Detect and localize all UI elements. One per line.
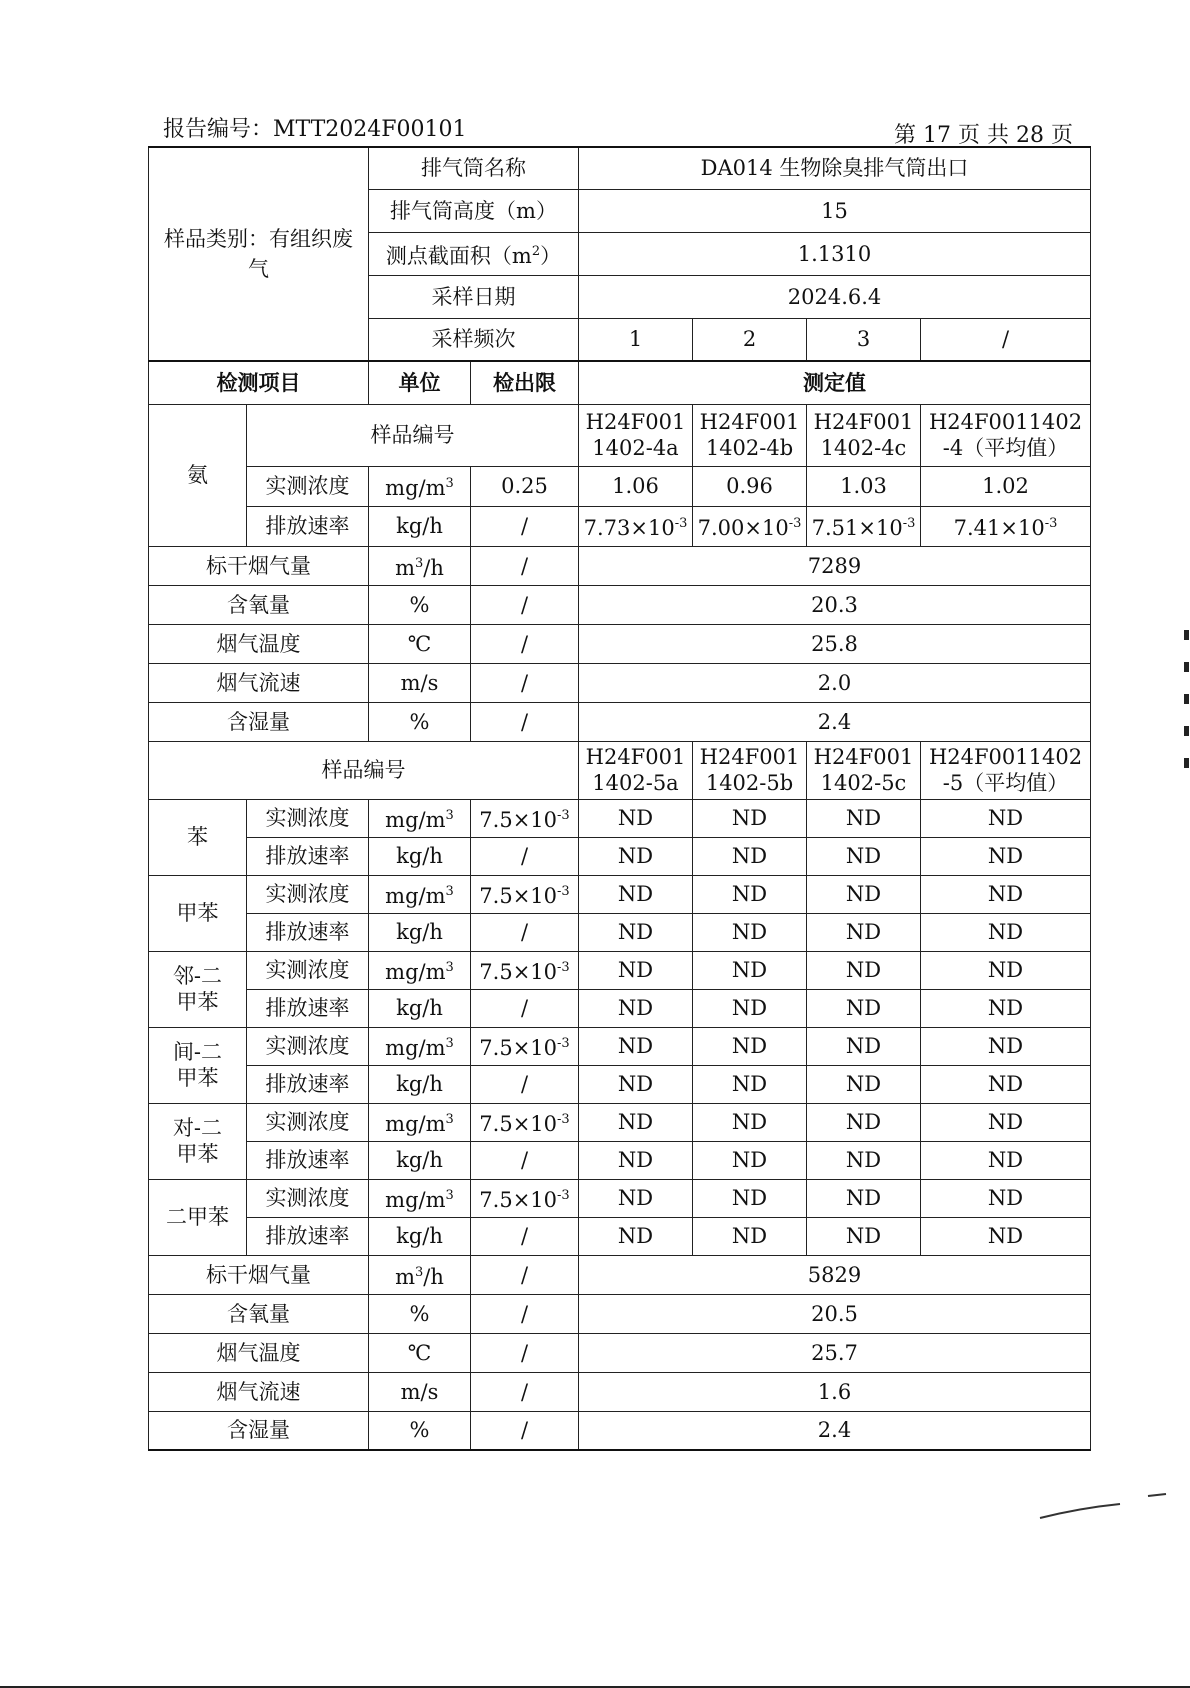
sci-exp: -3: [674, 516, 688, 531]
flue-param-value: 5829: [579, 1255, 1091, 1294]
sample-no-line1: H24F001: [585, 745, 686, 769]
sample-type-text: 样品类别：有组织废气: [164, 227, 353, 281]
ammonia-sample-no-2: [693, 404, 807, 466]
conc-limit: [471, 875, 579, 913]
conc-value: ND: [693, 799, 807, 837]
flue-param-name: 烟气温度: [149, 624, 369, 663]
unit-sup: 3: [445, 884, 454, 899]
flue-param-name: 烟气流速: [149, 1372, 369, 1411]
rate-unit: kg/h: [369, 837, 471, 875]
col-unit-header: 单位: [369, 361, 471, 404]
flue-param-value: 20.5: [579, 1294, 1091, 1333]
sci-base: 7.5×10: [479, 1036, 558, 1060]
unit-cell: [369, 1411, 471, 1450]
compound-name-line2: 甲苯: [176, 1142, 219, 1166]
voc-sample-no: [693, 741, 807, 799]
voc-rate-row: [149, 913, 1091, 951]
ammonia-sample-no-1: [579, 404, 693, 466]
flue-param-name: 烟气温度: [149, 1333, 369, 1372]
conc-label: 实测浓度: [247, 875, 369, 913]
compound-name: [149, 951, 247, 1027]
section-area-label-text: 测点截面积（m: [385, 243, 532, 268]
sci-base: 7.5×10: [479, 808, 558, 832]
conc-limit: [471, 1103, 579, 1141]
unit-sup: 3: [415, 1264, 424, 1280]
section-area-label: [369, 232, 579, 275]
rate-value: ND: [579, 1141, 693, 1179]
unit-sup: 3: [415, 555, 424, 571]
voc-sample-no: [921, 741, 1091, 799]
rate-value: ND: [921, 1217, 1091, 1255]
ammonia-name: 氨: [149, 404, 247, 546]
conc-unit: [369, 1027, 471, 1065]
conc-value: ND: [693, 1103, 807, 1141]
flue-param-row: [149, 585, 1091, 624]
rate-value: ND: [579, 989, 693, 1027]
sample-no-line2: 1402-4a: [592, 436, 679, 460]
stack-height-value: 15: [579, 189, 1091, 232]
flue-param-row: [149, 1333, 1091, 1372]
voc-rate-row: [149, 1065, 1091, 1103]
compound-name-line2: 甲苯: [176, 1066, 219, 1090]
rate-unit: kg/h: [369, 989, 471, 1027]
rate-label: 排放速率: [247, 1217, 369, 1255]
rate-unit: kg/h: [369, 1141, 471, 1179]
sample-no-line2: 1402-4c: [820, 436, 907, 460]
flue-param-name: 含湿量: [149, 1411, 369, 1450]
conc-value: ND: [693, 951, 807, 989]
rate-value: ND: [807, 989, 921, 1027]
stack-height-label: 排气筒高度（m）: [369, 189, 579, 232]
flue-param-limit: /: [471, 702, 579, 741]
flue-param-row: [149, 546, 1091, 585]
ammonia-sample-no-avg: [921, 404, 1091, 466]
conc-limit: [471, 1027, 579, 1065]
scan-stroke-mark: [1030, 1486, 1170, 1526]
rate-value: ND: [921, 1065, 1091, 1103]
conc-value: ND: [807, 1027, 921, 1065]
unit-suffix: /h: [423, 1264, 444, 1289]
section-area-label-sup: 2: [531, 243, 541, 259]
flue-param-value: 2.4: [579, 702, 1091, 741]
voc-rate-row: [149, 1141, 1091, 1179]
rate-label: 排放速率: [247, 837, 369, 875]
conc-value: ND: [579, 951, 693, 989]
voc-rate-row: [149, 837, 1091, 875]
conc-label: 实测浓度: [247, 1179, 369, 1217]
sci-base: 7.00×10: [697, 516, 789, 540]
unit-sup: 3: [445, 1112, 454, 1127]
rate-value: ND: [807, 1065, 921, 1103]
unit-text: m/s: [400, 670, 439, 695]
sci-exp: -3: [1044, 516, 1058, 531]
conc-value: ND: [693, 1027, 807, 1065]
ammonia-rate-limit: /: [471, 506, 579, 546]
compound-name: [149, 1179, 247, 1255]
rate-value: ND: [693, 1141, 807, 1179]
sci-exp: -3: [557, 884, 570, 899]
voc-conc-row: [149, 951, 1091, 989]
frequency-2: 2: [693, 318, 807, 361]
flue-param-limit: /: [471, 1333, 579, 1372]
conc-value: ND: [921, 875, 1091, 913]
conc-value: ND: [579, 1179, 693, 1217]
conc-value: ND: [579, 875, 693, 913]
ammonia-rate-unit: kg/h: [369, 506, 471, 546]
unit-cell: [369, 1255, 471, 1294]
conc-value: ND: [807, 951, 921, 989]
rate-value: ND: [693, 1065, 807, 1103]
conc-value: ND: [921, 799, 1091, 837]
voc-sample-no-label: 样品编号: [149, 741, 579, 799]
unit-sup: 3: [445, 808, 454, 823]
conc-value: ND: [693, 875, 807, 913]
rate-label: 排放速率: [247, 1065, 369, 1103]
voc-conc-row: [149, 1103, 1091, 1141]
sampling-date-value: 2024.6.4: [579, 275, 1091, 318]
rate-limit: /: [471, 1217, 579, 1255]
flue-param-value: 25.7: [579, 1333, 1091, 1372]
unit-text: mg/m: [385, 476, 446, 500]
unit-text: %: [409, 1418, 430, 1443]
unit-cell: [369, 624, 471, 663]
conc-value: ND: [579, 1103, 693, 1141]
sample-no-line1: H24F001: [813, 410, 914, 434]
unit-text: mg/m: [385, 960, 446, 984]
unit-text: ℃: [407, 631, 432, 656]
sci-exp: -3: [557, 1112, 570, 1127]
ammonia-conc-1: 1.06: [579, 466, 693, 506]
report-header: [163, 112, 1073, 148]
unit-text: ℃: [407, 1340, 432, 1365]
ammonia-conc-limit: 0.25: [471, 466, 579, 506]
rate-limit: /: [471, 837, 579, 875]
compound-name-line1: 间-二: [172, 1040, 223, 1064]
conc-unit: [369, 875, 471, 913]
ammonia-conc-3: 1.03: [807, 466, 921, 506]
compound-name-line1: 甲苯: [176, 901, 219, 925]
compound-name: [149, 799, 247, 875]
rate-unit: kg/h: [369, 913, 471, 951]
section-area-value: 1.1310: [579, 232, 1091, 275]
conc-label: 实测浓度: [247, 799, 369, 837]
monitoring-results-table: [148, 146, 1091, 1451]
unit-sup: 3: [445, 1036, 454, 1051]
flue-param-name: 含氧量: [149, 1294, 369, 1333]
rate-value: ND: [693, 913, 807, 951]
ammonia-conc-unit: [369, 466, 471, 506]
sci-base: 7.51×10: [811, 516, 903, 540]
compound-name: [149, 1027, 247, 1103]
conc-value: ND: [921, 1027, 1091, 1065]
voc-conc-row: [149, 1027, 1091, 1065]
page-indicator: 第 17 页 共 28 页: [894, 123, 1073, 148]
conc-value: ND: [807, 1103, 921, 1141]
rate-limit: /: [471, 913, 579, 951]
sci-base: 7.5×10: [479, 1188, 558, 1212]
rate-value: ND: [579, 1065, 693, 1103]
sample-no-line2: 1402-5c: [820, 771, 907, 795]
stack-name-value: DA014 生物除臭排气筒出口: [579, 147, 1091, 189]
unit-cell: [369, 1294, 471, 1333]
flue-param-row: [149, 1372, 1091, 1411]
flue-param-name: 标干烟气量: [149, 546, 369, 585]
sci-base: 7.73×10: [583, 516, 675, 540]
rate-value: ND: [579, 913, 693, 951]
flue-param-row: [149, 702, 1091, 741]
sample-no-line1: H24F0011402: [928, 745, 1083, 769]
report-number: 报告编号：MTT2024F00101: [163, 117, 467, 142]
scan-edge-marks: [1184, 630, 1190, 870]
unit-cell: [369, 546, 471, 585]
unit-cell: [369, 663, 471, 702]
flue-param-limit: /: [471, 1255, 579, 1294]
unit-text: m: [395, 555, 416, 580]
ammonia-sample-no-3: [807, 404, 921, 466]
sample-no-line2: 1402-5b: [705, 771, 794, 795]
flue-param-name: 含湿量: [149, 702, 369, 741]
unit-suffix: /h: [423, 555, 444, 580]
frequency-3: 3: [807, 318, 921, 361]
unit-text: mg/m: [385, 884, 446, 908]
ammonia-conc-avg: 1.02: [921, 466, 1091, 506]
sample-no-line1: H24F001: [699, 410, 800, 434]
unit-text: mg/m: [385, 1112, 446, 1136]
rate-value: ND: [807, 913, 921, 951]
conc-unit: [369, 1103, 471, 1141]
rate-limit: /: [471, 1141, 579, 1179]
rate-value: ND: [579, 837, 693, 875]
sci-exp: -3: [557, 808, 570, 823]
conc-value: ND: [807, 799, 921, 837]
unit-text: m/s: [400, 1379, 439, 1404]
conc-label: 实测浓度: [247, 1103, 369, 1141]
flue-param-limit: /: [471, 585, 579, 624]
rate-value: ND: [693, 837, 807, 875]
voc-sample-no: [807, 741, 921, 799]
ammonia-rate-1: [579, 506, 693, 546]
rate-value: ND: [807, 1217, 921, 1255]
conc-value: ND: [579, 799, 693, 837]
sci-base: 7.41×10: [953, 516, 1045, 540]
sci-base: 7.5×10: [479, 1112, 558, 1136]
col-limit-header: 检出限: [471, 361, 579, 404]
unit-text: mg/m: [385, 808, 446, 832]
rate-limit: /: [471, 1065, 579, 1103]
compound-name-line1: 对-二: [172, 1116, 223, 1140]
rate-value: ND: [807, 837, 921, 875]
unit-sup: 3: [445, 1188, 454, 1203]
conc-value: ND: [807, 1179, 921, 1217]
rate-value: ND: [693, 1217, 807, 1255]
sample-no-line1: H24F001: [585, 410, 686, 434]
sample-no-line1: H24F0011402: [928, 410, 1083, 434]
sci-exp: -3: [557, 1036, 570, 1051]
ammonia-rate-avg: [921, 506, 1091, 546]
sci-exp: -3: [788, 516, 802, 531]
frequency-1: 1: [579, 318, 693, 361]
unit-sup: 3: [445, 476, 454, 491]
flue-param-row: [149, 1411, 1091, 1450]
rate-value: ND: [921, 989, 1091, 1027]
unit-cell: [369, 1372, 471, 1411]
unit-text: m: [395, 1264, 416, 1289]
compound-name-line1: 苯: [187, 825, 208, 849]
flue-param-row: [149, 663, 1091, 702]
flue-param-value: 25.8: [579, 624, 1091, 663]
sample-no-line2: 1402-5a: [592, 771, 679, 795]
compound-name-line2: 甲苯: [176, 990, 219, 1014]
flue-param-limit: /: [471, 1294, 579, 1333]
rate-unit: kg/h: [369, 1217, 471, 1255]
voc-rate-row: [149, 989, 1091, 1027]
conc-value: ND: [807, 875, 921, 913]
sample-no-line1: H24F001: [813, 745, 914, 769]
unit-text: mg/m: [385, 1036, 446, 1060]
ammonia-rate-2: [693, 506, 807, 546]
conc-limit: [471, 951, 579, 989]
sample-no-line1: H24F001: [699, 745, 800, 769]
flue-param-limit: /: [471, 663, 579, 702]
flue-param-value: 2.4: [579, 1411, 1091, 1450]
compound-name: [149, 875, 247, 951]
sample-no-line2: 1402-4b: [705, 436, 794, 460]
flue-param-value: 7289: [579, 546, 1091, 585]
conc-limit: [471, 799, 579, 837]
flue-param-name: 烟气流速: [149, 663, 369, 702]
flue-param-row: [149, 1255, 1091, 1294]
rate-label: 排放速率: [247, 913, 369, 951]
flue-param-value: 1.6: [579, 1372, 1091, 1411]
flue-param-value: 20.3: [579, 585, 1091, 624]
flue-param-limit: /: [471, 546, 579, 585]
rate-value: ND: [921, 913, 1091, 951]
unit-cell: [369, 585, 471, 624]
compound-name-line1: 邻-二: [172, 964, 223, 988]
sample-no-line2: -4（平均值）: [942, 436, 1069, 460]
sci-base: 7.5×10: [479, 884, 558, 908]
flue-param-limit: /: [471, 624, 579, 663]
conc-value: ND: [693, 1179, 807, 1217]
voc-sample-no-row: [149, 741, 1091, 799]
unit-cell: [369, 1333, 471, 1372]
voc-conc-row: [149, 799, 1091, 837]
voc-sample-no: [579, 741, 693, 799]
unit-text: mg/m: [385, 1188, 446, 1212]
conc-value: ND: [921, 1179, 1091, 1217]
rate-value: ND: [921, 837, 1091, 875]
voc-rate-row: [149, 1217, 1091, 1255]
frequency-label: 采样频次: [369, 318, 579, 361]
rate-limit: /: [471, 989, 579, 1027]
flue-param-limit: /: [471, 1372, 579, 1411]
conc-value: ND: [579, 1027, 693, 1065]
unit-text: %: [409, 709, 430, 734]
flue-param-row: [149, 624, 1091, 663]
rate-value: ND: [693, 989, 807, 1027]
compound-name: [149, 1103, 247, 1179]
col-value-header: 测定值: [579, 361, 1091, 404]
conc-unit: [369, 1179, 471, 1217]
col-item-header: 检测项目: [149, 361, 369, 404]
flue-param-row: [149, 1294, 1091, 1333]
conc-unit: [369, 951, 471, 989]
conc-unit: [369, 799, 471, 837]
voc-conc-row: [149, 875, 1091, 913]
unit-text: %: [409, 592, 430, 617]
sample-type-cell: [149, 147, 369, 361]
sci-exp: -3: [902, 516, 916, 531]
flue-param-value: 2.0: [579, 663, 1091, 702]
compound-name-line1: 二甲苯: [166, 1205, 229, 1229]
ammonia-conc-label: 实测浓度: [247, 466, 369, 506]
flue-param-name: 含氧量: [149, 585, 369, 624]
unit-cell: [369, 702, 471, 741]
unit-sup: 3: [445, 960, 454, 975]
flue-param-name: 标干烟气量: [149, 1255, 369, 1294]
ammonia-rate-3: [807, 506, 921, 546]
sample-no-line2: -5（平均值）: [942, 771, 1069, 795]
conc-label: 实测浓度: [247, 951, 369, 989]
sampling-date-label: 采样日期: [369, 275, 579, 318]
frequency-4: /: [921, 318, 1091, 361]
conc-label: 实测浓度: [247, 1027, 369, 1065]
unit-text: %: [409, 1301, 430, 1326]
rate-value: ND: [579, 1217, 693, 1255]
sci-exp: -3: [557, 1188, 570, 1203]
conc-value: ND: [921, 951, 1091, 989]
ammonia-rate-label: 排放速率: [247, 506, 369, 546]
ammonia-sample-no-label: 样品编号: [247, 404, 579, 466]
sci-exp: -3: [557, 960, 570, 975]
stack-name-label: 排气筒名称: [369, 147, 579, 189]
rate-value: ND: [807, 1141, 921, 1179]
rate-label: 排放速率: [247, 989, 369, 1027]
section-area-label-close: ）: [540, 243, 562, 268]
sci-base: 7.5×10: [479, 960, 558, 984]
conc-value: ND: [921, 1103, 1091, 1141]
voc-conc-row: [149, 1179, 1091, 1217]
flue-param-limit: /: [471, 1411, 579, 1450]
conc-limit: [471, 1179, 579, 1217]
rate-unit: kg/h: [369, 1065, 471, 1103]
ammonia-conc-2: 0.96: [693, 466, 807, 506]
rate-label: 排放速率: [247, 1141, 369, 1179]
rate-value: ND: [921, 1141, 1091, 1179]
